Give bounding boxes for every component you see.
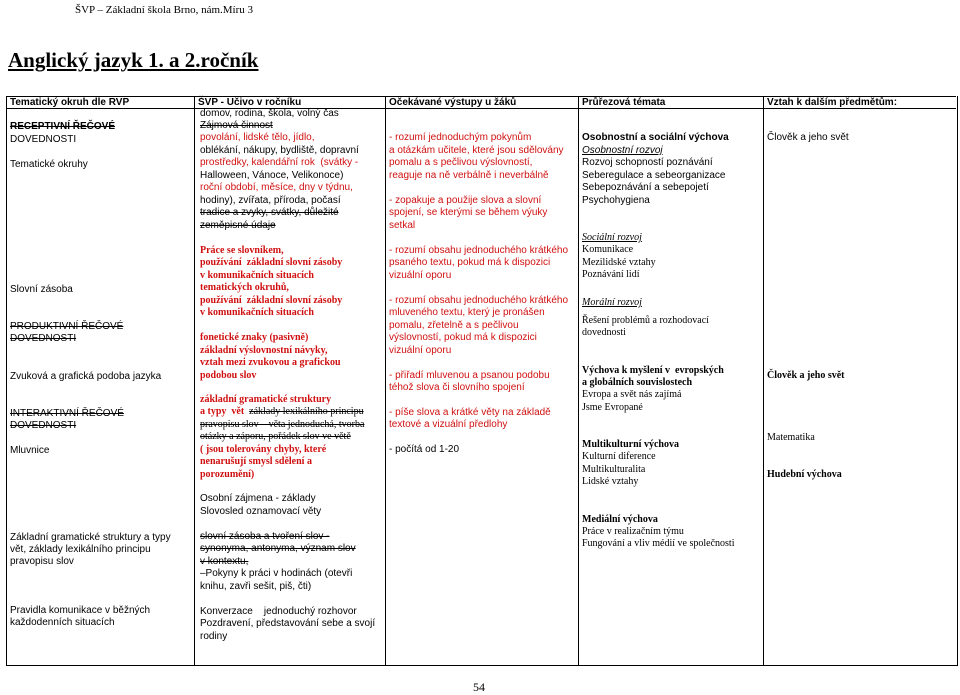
zakladni-struktury-label: vět, základy lexikálního principu <box>10 544 151 555</box>
column-header: Tematický okruh dle RVP <box>10 97 130 108</box>
ucivo-line: používání základní slovní zásoby <box>200 257 343 268</box>
ucivo-line: základní výslovnostní návyky, <box>200 345 328 356</box>
ucivo-line: povolání, lidské tělo, jídlo, <box>200 132 315 143</box>
dovednosti-label: DOVEDNOSTI <box>10 420 77 431</box>
ucivo-line: v komunikačních situacích <box>200 270 314 281</box>
vystup-line: - zopakuje a použije slova a slovní <box>389 195 542 206</box>
prurezove-item: Sebepoznávání a sebepojetí <box>582 182 709 193</box>
prurezove-item: dovednosti <box>582 327 626 338</box>
ucivo-line: roční období, měsíce, dny v týdnu, <box>200 182 353 193</box>
dovednosti-label: DOVEDNOSTI <box>10 134 77 145</box>
vystup-line: - píše slova a krátké věty na základě <box>389 407 551 418</box>
ucivo-line: rodiny <box>200 631 228 642</box>
prurezove-item: Evropa a svět nás zajímá <box>582 389 682 400</box>
vystup-line: vizuální oporu <box>389 345 452 356</box>
vystup-line: vizuální oporu <box>389 270 452 281</box>
vystup-line: pomalu, zřetelně a s pečlivou <box>389 320 519 331</box>
ucivo-line: základní gramatické struktury <box>200 394 332 405</box>
prurezove-item: Psychohygiena <box>582 195 650 206</box>
ucivo-line: Halloween, Vánoce, Velikonoce) <box>200 170 344 181</box>
prurezove-tema-heading: Osobnostní a sociální výchova <box>582 132 729 143</box>
prurezove-item: Rozvoj schopností poznávání <box>582 157 713 168</box>
vystup-line: - přiřadí mluvenou a psanou podobu <box>389 370 550 381</box>
mluvnice-label: Mluvnice <box>10 445 50 456</box>
receptivni-heading: RECEPTIVNÍ ŘEČOVÉ <box>10 121 116 132</box>
slovni-zasoba-label: Slovní zásoba <box>10 284 73 295</box>
ucivo-line <box>200 406 364 419</box>
ucivo-line: Slovosled oznamovací věty <box>200 506 322 517</box>
column-divider <box>194 96 195 665</box>
column-divider <box>763 96 764 665</box>
prurezove-tema-heading: Multikulturní výchova <box>582 439 679 450</box>
prurezove-tema-heading: Mediální výchova <box>582 514 658 525</box>
ucivo-line: synonyma, antonyma, význam slov <box>200 543 356 554</box>
ucivo-line: oblékání, nákupy, bydliště, dopravní <box>200 145 359 156</box>
ucivo-line: v kontextu, <box>200 556 249 567</box>
related-subject: Matematika <box>767 432 815 443</box>
vystup-line: spojení, se kterými se během výuky <box>389 207 548 218</box>
prurezove-tema-heading: Výchova k myšlení v evropských <box>582 365 724 376</box>
ucivo-line: Práce se slovníkem, <box>200 245 284 256</box>
pravidla-komunikace-label: každodenních situacích <box>10 617 115 628</box>
vystup-line: pomalu a s pečlivou výslovností, <box>389 157 533 168</box>
prurezove-item: Práce v realizačním týmu <box>582 526 684 537</box>
ucivo-line: vztah mezi zvukovou a grafickou <box>200 357 341 368</box>
zvukova-podoba-label: Zvuková a grafická podoba jazyka <box>10 371 162 382</box>
prurezove-item: Multikulturalita <box>582 464 646 475</box>
ucivo-line: používání základní slovní zásoby <box>200 295 343 306</box>
vystup-line: psaného textu, pokud má k dispozici <box>389 257 551 268</box>
running-header: ŠVP – Základní škola Brno, nám.Míru 3 <box>75 4 254 16</box>
related-subject: Hudební výchova <box>767 469 842 480</box>
vystup-line: mluveného textu, který je pronášen <box>389 307 545 318</box>
ucivo-line: otázky a záporu, pořádek slov ve větě <box>200 431 351 442</box>
column-header: ŠVP - Učivo v ročníku <box>198 97 302 108</box>
prurezove-item: Lidské vztahy <box>582 476 639 487</box>
ucivo-line: v komunikačních situacích <box>200 307 314 318</box>
prurezove-item: Mezilidské vztahy <box>582 257 656 268</box>
prurezove-item: Řešení problémů a rozhodovací <box>582 315 709 326</box>
ucivo-line: tematických okruhů, <box>200 282 289 293</box>
ucivo-line: Konverzace jednoduchý rozhovor <box>200 606 357 617</box>
prurezove-item: Poznávání lidí <box>582 269 640 280</box>
prurezove-tema-heading: a globálních souvislostech <box>582 377 693 388</box>
tematicke-okruhy-label: Tematické okruhy <box>10 159 88 170</box>
produktivni-heading: PRODUKTIVNÍ ŘEČOVÉ <box>10 321 124 332</box>
related-subject: Člověk a jeho svět <box>767 132 849 143</box>
ucivo-line: nenarušují smysl sdělení a <box>200 456 312 467</box>
ucivo-line: tradice a zvyky, svátky, důležité <box>200 207 339 218</box>
vystup-line: výslovností, pokud má k dispozici <box>389 332 537 343</box>
ucivo-line: hodiny), zvířata, příroda, počasí <box>200 195 341 206</box>
column-header: Vztah k dalším předmětům: <box>767 97 898 108</box>
ucivo-line: Pozdravení, představování sebe a svojí <box>200 618 376 629</box>
ucivo-line: Osobní zájmena - základy <box>200 493 316 504</box>
vystup-line: - rozumí obsahu jednoduchého krátkého <box>389 295 569 306</box>
ucivo-fragment: základy lexikálního principu <box>249 406 364 417</box>
pravidla-komunikace-label: Pravidla komunikace v běžných <box>10 605 151 616</box>
prurezove-subheading: Osobnostní rozvoj <box>582 145 663 156</box>
ucivo-line: ( jsou tolerovány chyby, které <box>200 444 327 455</box>
prurezove-item: Jsme Evropané <box>582 402 643 413</box>
zakladni-struktury-label: pravopisu slov <box>10 556 74 567</box>
ucivo-line: pravopisu slov – věta jednoduchá, tvorba <box>200 419 365 430</box>
ucivo-line: slovní zásoba a tvoření slov - <box>200 531 330 542</box>
vystup-line: setkal <box>389 220 416 231</box>
vystup-line: a otázkám učitele, které jsou sdělovány <box>389 145 564 156</box>
ucivo-line: fonetické znaky (pasivně) <box>200 332 309 343</box>
ucivo-line: podobou slov <box>200 370 257 381</box>
prurezove-subheading: Morální rozvoj <box>582 297 642 308</box>
column-header: Průřezová témata <box>582 97 666 108</box>
page-number: 54 <box>473 680 485 694</box>
ucivo-line: prostředky, kalendářní rok (svátky - <box>200 157 359 168</box>
prurezove-item: Komunikace <box>582 244 634 255</box>
vystup-line: téhož slova či slovního spojení <box>389 382 525 393</box>
page-title: Anglický jazyk 1. a 2.ročník <box>8 48 259 72</box>
vystup-line: - rozumí jednoduchým pokynům <box>389 132 532 143</box>
column-header: Očekávané výstupy u žáků <box>389 97 517 108</box>
vystup-line: - rozumí obsahu jednoduchého krátkého <box>389 245 569 256</box>
prurezove-subheading: Sociální rozvoj <box>582 232 642 243</box>
zakladni-struktury-label: Základní gramatické struktury a typy <box>10 532 171 543</box>
prurezove-item: Fungování a vliv médií ve společnosti <box>582 538 735 549</box>
ucivo-line: domov, rodina, škola, volný čas <box>200 108 339 119</box>
vystup-line: reaguje na ně verbálně i neverbálně <box>389 170 549 181</box>
vystup-line: - počítá od 1-20 <box>389 444 460 455</box>
ucivo-line: knihu, zavři sešit, piš, čti) <box>200 581 312 592</box>
ucivo-line: Zájmová činnost <box>200 120 273 131</box>
prurezove-item: Kulturní diference <box>582 451 656 462</box>
vystup-line: textové a vizuální předlohy <box>389 419 508 430</box>
related-subject: Člověk a jeho svět <box>767 370 845 381</box>
prurezove-item: Seberegulace a sebeorganizace <box>582 170 726 181</box>
column-divider <box>578 96 579 665</box>
column-divider <box>385 96 386 665</box>
ucivo-line: porozumění) <box>200 469 255 480</box>
ucivo-fragment: a typy vět <box>200 406 250 417</box>
ucivo-line: –Pokyny k práci v hodinách (otevři <box>200 568 353 579</box>
dovednosti-label: DOVEDNOSTI <box>10 333 77 344</box>
ucivo-line: zeměpisné údaje <box>200 220 276 231</box>
interaktivni-heading: INTERAKTIVNÍ ŘEČOVÉ <box>10 408 124 419</box>
